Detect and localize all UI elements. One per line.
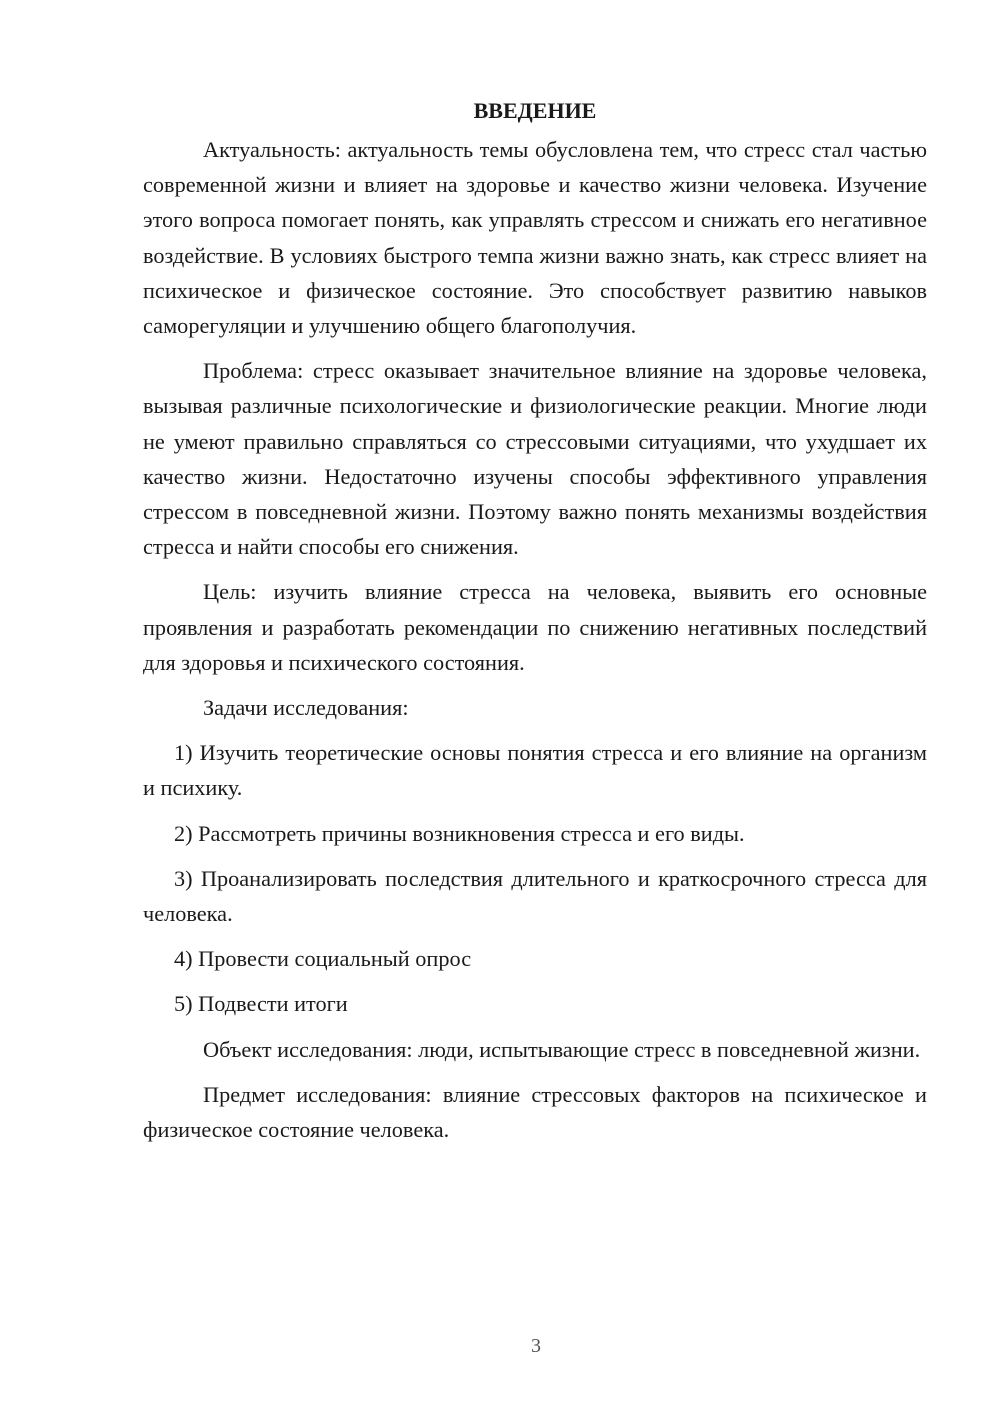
task-item-1: 1) Изучить теоретические основы понятия стресса и его влияние на организм и психику. (143, 740, 927, 801)
task-item-5: 5) Подвести итоги (174, 991, 348, 1017)
object-paragraph: Объект исследования: люди, испытывающие стресс в повседневной жизни. (203, 1036, 921, 1062)
section-title: ВВЕДЕНИЕ (473, 98, 597, 123)
tasks-heading: Задачи исследования: (203, 695, 409, 721)
task-item-3: 3) Проанализировать последствия длительного и краткосрочного стресса для человека. (143, 865, 927, 927)
page-content (143, 96, 927, 1157)
problem-paragraph: Проблема: стресс оказывает значительное влияние на здоровье человека, вызывая различные психологические и физиологические реакции. Многие люди не умеют правильно справляться со стрессовыми ситуациями, что ухудшает их качество жизни. Недостаточно изучены способы эффективного управления стрессом в повседневной жизни. Поэтому важно понять механизмы воздействия стресса и найти способы его снижения. (143, 358, 927, 560)
task-item-4: 4) Провести социальный опрос (174, 946, 472, 972)
relevance-paragraph: Актуальность: актуальность темы обусловлена тем, что стресс стал частью современной жизни и влияет на здоровье и качество жизни человека. Изучение этого вопроса помогает понять, как управлять стрессом и снижать его негативное воздействие. В условиях быстрого темпа жизни важно знать, как стресс влияет на психическое и физическое состояние. Это способствует развитию навыков саморегуляции и улучшению общего благополучия. (143, 137, 927, 339)
page-number: 3 (531, 1335, 541, 1357)
goal-paragraph: Цель: изучить влияние стресса на человека, выявить его основные проявления и разработать рекомендации по снижению негативных последствий для здоровья и психического состояния. (143, 579, 927, 675)
task-item-2: 2) Рассмотреть причины возникновения стресса и его виды. (174, 820, 745, 846)
subject-paragraph: Предмет исследования: влияние стрессовых факторов на психическое и физическое состояние человека. (143, 1081, 927, 1143)
